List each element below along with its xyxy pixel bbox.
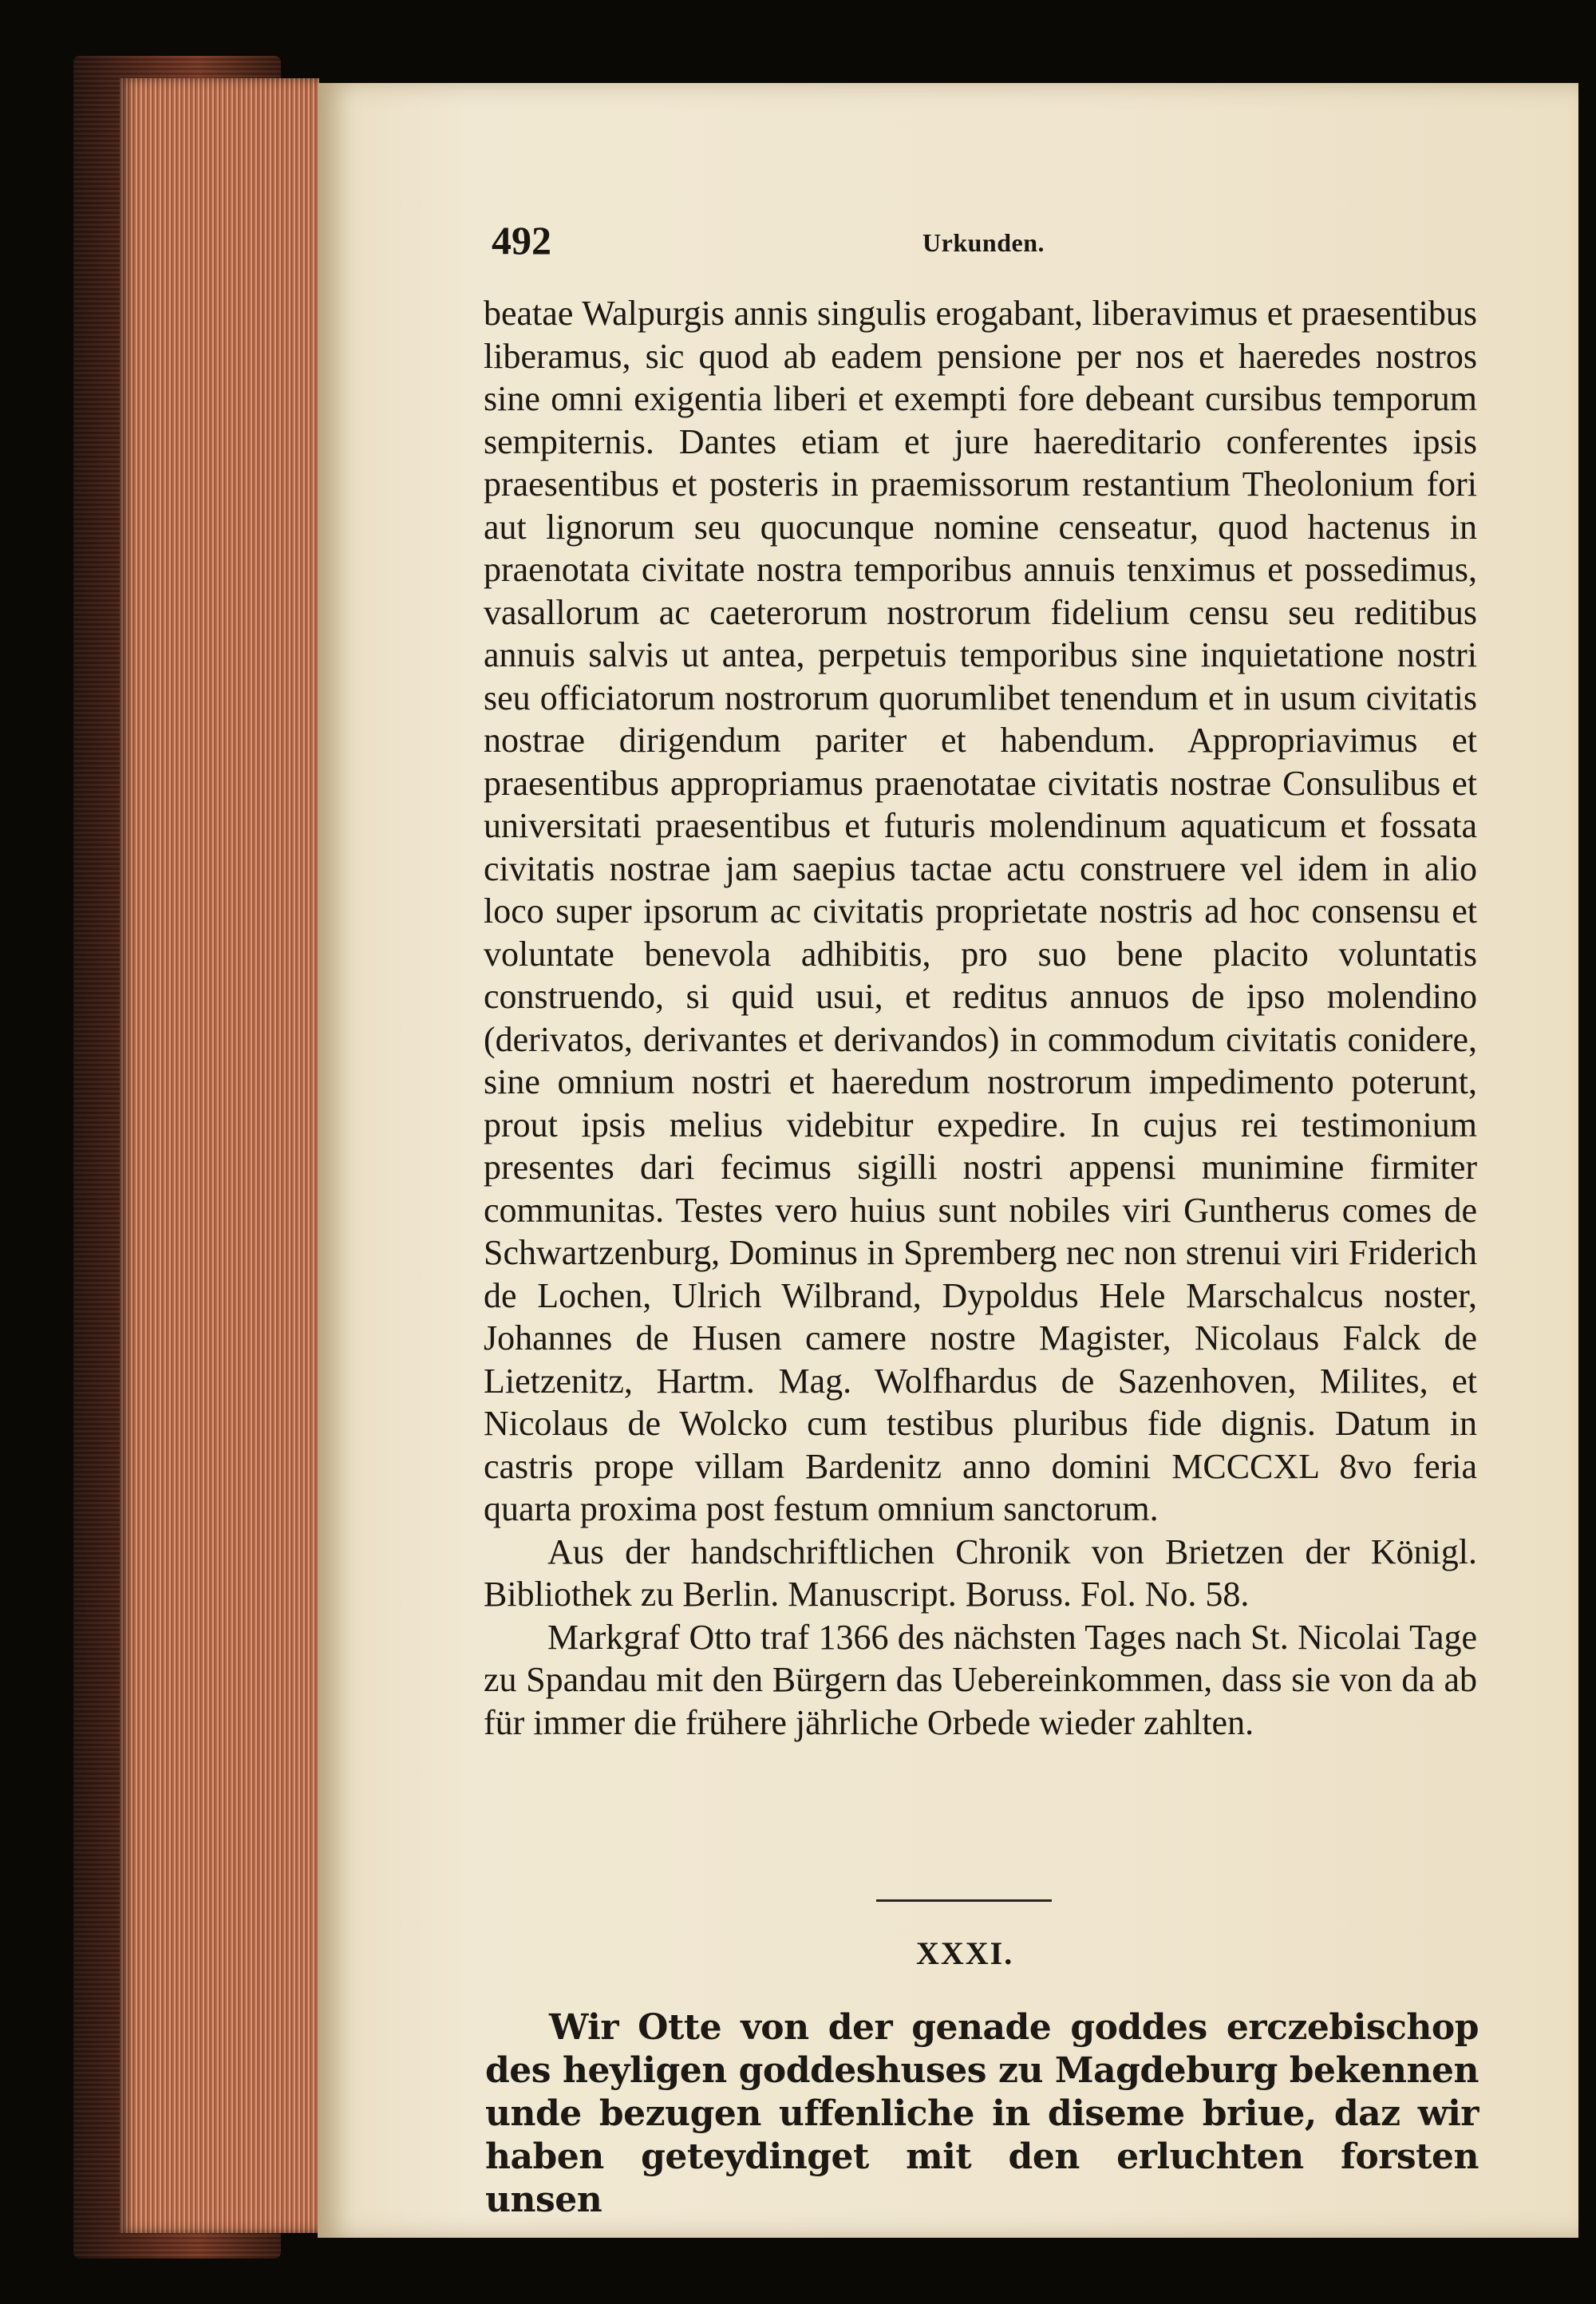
commentary-paragraph: Markgraf Otto traf 1366 des nächsten Tages nach St. Nicolai Tage zu Spandau mit den Bürgern das Uebereinkommen, dass sie von da ab für immer die frühere jährliche Orbede wieder zahlten. xyxy=(484,1617,1477,1742)
blackletter-paragraph: Wir Otte von der genade goddes erczebischop des heyligen goddeshuses zu Magdeburg bekennen unde bezugen uffenliche in diseme briue, daz wir haben geteydinget mit den erluchten forsten unsen xyxy=(485,2007,1479,2220)
book-page xyxy=(318,83,1578,2238)
blackletter-text xyxy=(485,2006,1479,2222)
running-head: Urkunden. xyxy=(922,228,1045,257)
latin-charter-text: beatae Walpurgis annis singulis erogabant, liberavimus et praesentibus liberamus, sic quod ab eadem pensione per nos et haeredes nostros sine omni exigentia liberi et exempti fore debeant cursibus temporum sempiternis. Dantes etiam et jure haereditario conferentes ipsis praesentibus et posteris in praemissorum restantium Theolonium fori aut lignorum seu quocunque nomine censeatur, quod hactenus in praenotata civitate nostra temporibus annuis tenximus et possedimus, vasallorum ac caeterorum nostrorum fidelium censu seu reditibus annuis salvis ut antea, perpetuis temporibus sine inquietatione nostri seu officiatorum nostrorum quorumlibet tenendum et in usum civitatis nostrae dirigendum pariter et habendum. Appropriavimus et praesentibus appropriamus praenotatae civitatis nostrae Consulibus et universitati praesentibus et futuris molendinum aquaticum et fossata civitatis nostrae jam saepius tactae actu construere vel idem in alio loco super ipsorum ac civitatis proprietate nostris ad hoc consensu et voluntate benevola adhibitis, pro suo bene placito voluntatis construendo, si quid usui, et reditus annuos de ipso molendino (derivatos, derivantes et derivandos) in commodum civitatis conidere, sine omnium nostri et haeredum nostrorum impedimento poterunt, prout ipsis melius videbitur expedire. In cujus rei testimonium presentes dari fecimus sigilli nostri appensi munimine firmiter communitas. Testes vero huius sunt nobiles viri Guntherus comes de Schwartzenburg, Dominus in Spremberg nec non strenui viri Friderich de Lochen, Ulrich Wilbrand, Dypoldus Hele Marschalcus noster, Johannes de Husen camere nostre Magister, Nicolaus Falck de Lietzenitz, Hartm. Mag. Wolfhardus de Sazenhoven, Milites, et Nicolaus de Wolcko cum testibus pluribus fide dignis. Datum in castris prope villam Bardenitz anno domini MCCCXL 8vo feria quarta proxima post festum omnium sanctorum. xyxy=(484,294,1477,1528)
source-note: Aus der handschriftlichen Chronik von Brietzen der Königl. Bibliothek zu Berlin. Manuscript. Boruss. Fol. No. 58. xyxy=(484,1531,1477,1614)
page-number: 492 xyxy=(492,218,551,263)
page-header xyxy=(492,217,1449,265)
section-divider xyxy=(876,1899,1052,1902)
document-body xyxy=(484,292,1477,1744)
page-edges xyxy=(120,78,319,2233)
section-number: XXXI. xyxy=(916,1935,1014,1971)
